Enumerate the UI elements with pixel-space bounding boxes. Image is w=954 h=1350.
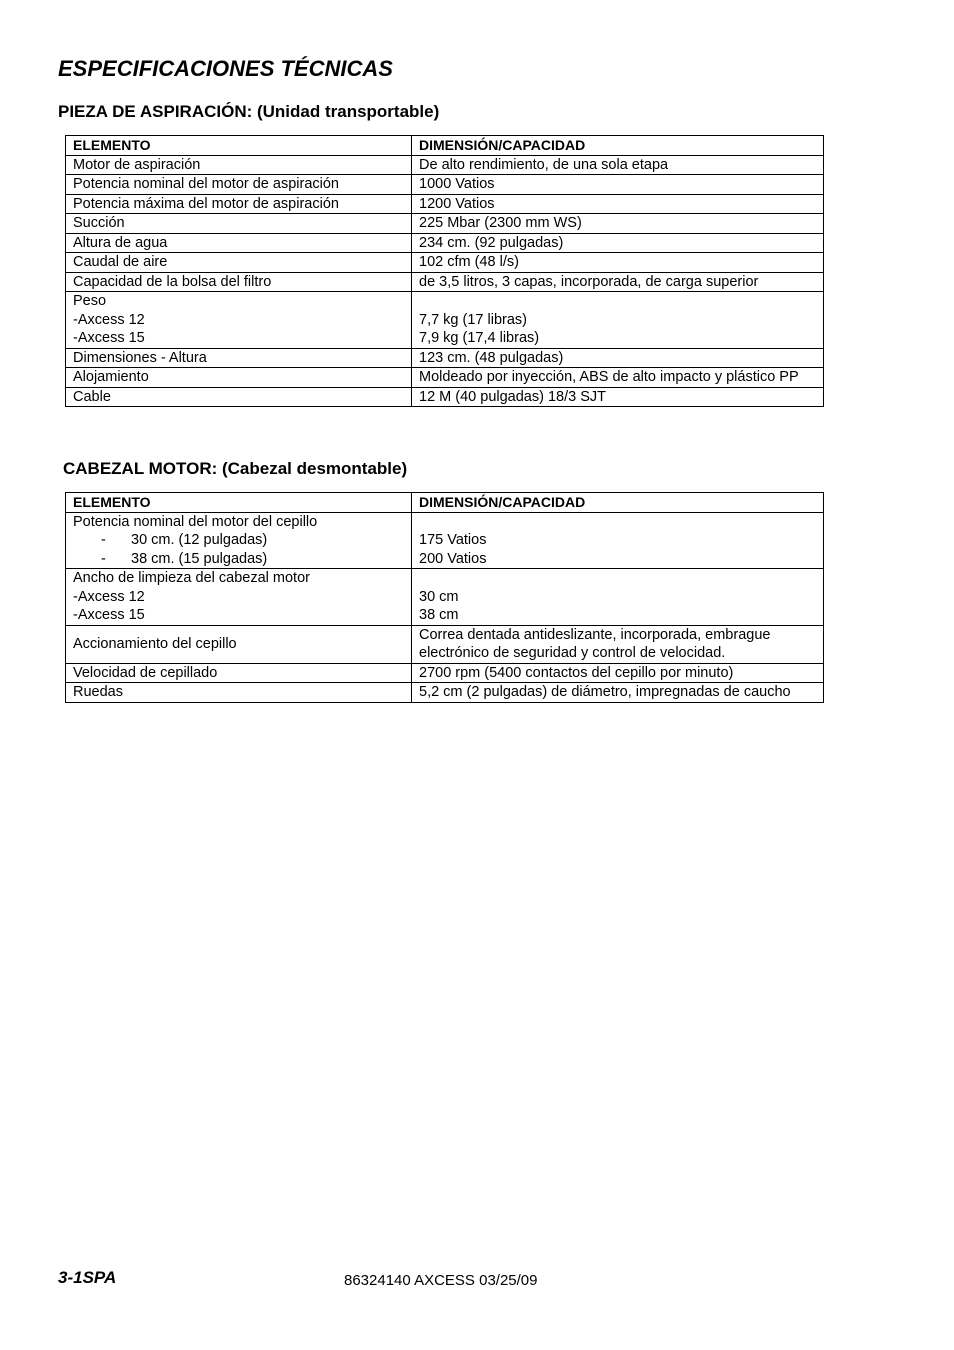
column-header-dimension: DIMENSIÓN/CAPACIDAD [412, 136, 824, 156]
item-cell [66, 368, 412, 388]
value-text: 225 Mbar (2300 mm WS) [419, 215, 582, 231]
value-text: 12 M (40 pulgadas) 18/3 SJT [419, 388, 606, 405]
item-label: Ruedas [66, 683, 412, 703]
value-cell [412, 214, 824, 234]
document-id: 86324140 AXCESS 03/25/09 [344, 1272, 538, 1289]
column-header-dimension: DIMENSIÓN/CAPACIDAD [412, 493, 824, 513]
value-text: 38 cm [419, 607, 459, 623]
value-cell [412, 292, 824, 349]
value-cell [412, 272, 824, 292]
table-header-row [66, 136, 824, 156]
table-row [66, 214, 824, 234]
sub-item-label: 30 cm. (12 pulgadas) [131, 532, 268, 548]
value-text: de 3,5 litros, 3 capas, incorporada, de carga superior [419, 273, 759, 290]
item-cell [66, 512, 412, 569]
value-text: 7,7 kg (17 libras) [419, 311, 527, 328]
page-title: ESPECIFICACIONES TÉCNICAS [58, 56, 393, 81]
item-label: Peso [73, 293, 107, 309]
value-cell [412, 348, 824, 368]
value-cell [412, 175, 824, 195]
value-cell [412, 194, 824, 214]
value-cell [412, 512, 824, 569]
value-cell [412, 253, 824, 273]
table-body [66, 512, 824, 702]
item-label: Potencia nominal del motor de aspiración [73, 176, 339, 192]
item-cell [66, 194, 412, 214]
table-row [66, 233, 824, 253]
table-row [66, 512, 824, 569]
item-label: Ancho de limpieza del cabezal motor [73, 570, 310, 586]
table-row [66, 663, 824, 683]
value-text: 1000 Vatios [419, 176, 495, 192]
table-row [66, 683, 824, 703]
item-cell [66, 214, 412, 234]
value-cell [412, 233, 824, 253]
item-label: Velocidad de cepillado [66, 663, 412, 683]
table-row [66, 155, 824, 175]
column-header-elemento: ELEMENTO [66, 136, 412, 156]
sub-item-label: -Axcess 12 [73, 588, 145, 605]
table-row [66, 368, 824, 388]
page-number: 3-1SPA [58, 1268, 117, 1287]
value-text: 2700 rpm (5400 contactos del cepillo por minuto) [412, 663, 824, 683]
value-text [419, 292, 816, 311]
item-label: Motor de aspiración [73, 156, 201, 173]
item-cell [66, 233, 412, 253]
item-label: Cable [73, 388, 111, 405]
value-text: 200 Vatios [419, 550, 487, 567]
sub-item-label: -Axcess 15 [73, 607, 145, 623]
value-text: 102 cfm (48 l/s) [419, 254, 519, 270]
table-row [66, 272, 824, 292]
section-heading-aspiracion: PIEZA DE ASPIRACIÓN: (Unidad transportable) [58, 102, 440, 121]
item-cell [66, 155, 412, 175]
item-cell [66, 253, 412, 273]
sub-item [73, 550, 404, 569]
item-cell [66, 272, 412, 292]
value-text: Moldeado por inyección, ABS de alto impacto y plástico PP [419, 369, 799, 385]
value-cell [412, 155, 824, 175]
value-text: De alto rendimiento, de una sola etapa [419, 156, 669, 173]
item-label: Accionamiento del cepillo [66, 625, 412, 663]
value-cell [412, 387, 824, 407]
table-row [66, 292, 824, 349]
item-label: -Axcess 12 [73, 311, 145, 328]
table-body [66, 155, 824, 407]
table-row [66, 175, 824, 195]
value-text: Correa dentada antideslizante, incorporada, embrague electrónico de seguridad y control de velocidad. [412, 625, 824, 663]
table-row [66, 569, 824, 626]
table-header-row [66, 493, 824, 513]
value-text: 234 cm. (92 pulgadas) [419, 234, 564, 251]
value-text: 175 Vatios [419, 532, 487, 548]
sub-item-label: 38 cm. (15 pulgadas) [131, 550, 268, 567]
item-label: Caudal de aire [73, 254, 168, 270]
item-cell [66, 387, 412, 407]
item-cell [66, 348, 412, 368]
spec-table-cabezal [65, 492, 824, 703]
bullet-dash: - [101, 532, 106, 548]
sub-item [73, 531, 404, 550]
table-row [66, 194, 824, 214]
table-row [66, 253, 824, 273]
column-header-elemento: ELEMENTO [66, 493, 412, 513]
item-label: Altura de agua [73, 234, 168, 251]
item-label: Potencia máxima del motor de aspiración [73, 195, 339, 212]
item-cell [66, 175, 412, 195]
value-text: 123 cm. (48 pulgadas) [419, 349, 564, 366]
item-label: Potencia nominal del motor del cepillo [73, 513, 318, 530]
bullet-dash: - [101, 550, 106, 567]
value-text: 1200 Vatios [419, 195, 495, 212]
spec-table-aspiracion [65, 135, 824, 407]
item-label: Alojamiento [73, 369, 149, 385]
table-row [66, 387, 824, 407]
section-heading-cabezal: CABEZAL MOTOR: (Cabezal desmontable) [63, 459, 408, 478]
value-text: 30 cm [419, 588, 459, 605]
table-row [66, 348, 824, 368]
item-cell [66, 292, 412, 349]
item-label: Succión [73, 215, 125, 231]
value-text: 7,9 kg (17,4 libras) [419, 330, 540, 346]
value-cell [412, 368, 824, 388]
item-cell [66, 569, 412, 626]
item-label: Capacidad de la bolsa del filtro [73, 273, 272, 290]
item-label: Dimensiones - Altura [73, 349, 207, 366]
value-text: 5,2 cm (2 pulgadas) de diámetro, impregnadas de caucho [412, 683, 824, 703]
table-row [66, 625, 824, 663]
item-label: -Axcess 15 [73, 330, 145, 346]
value-cell [412, 569, 824, 626]
